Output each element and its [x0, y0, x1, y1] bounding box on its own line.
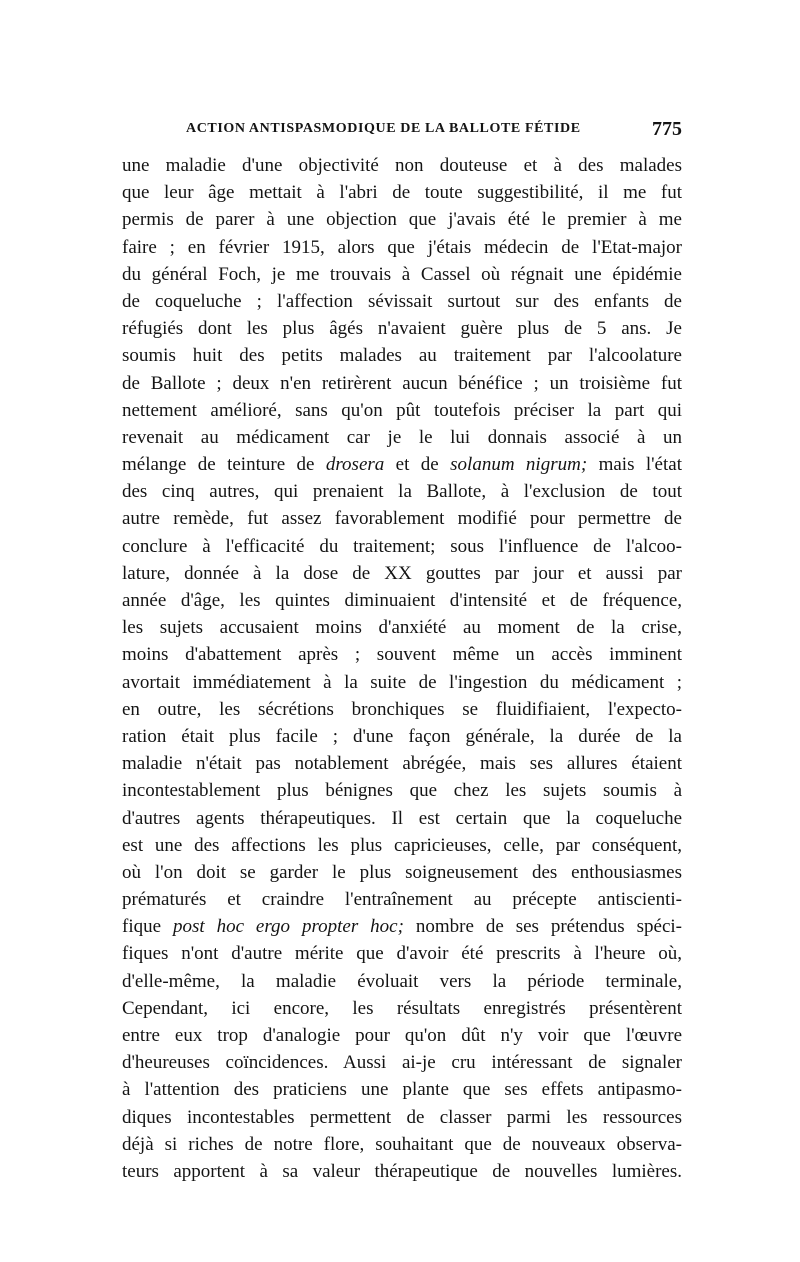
text-line: d'autres agents thérapeutiques. Il est certain que la coqueluche — [122, 807, 682, 829]
text-line: prématurés et craindre l'entraînement au précepte antiscienti- — [122, 889, 682, 911]
text-line: à l'attention des praticiens une plante que ses effets antipasmo- — [122, 1079, 682, 1101]
text-line: d'elle-même, la maladie évoluait vers la période terminale, — [122, 970, 682, 992]
text-line: en outre, les sécrétions bronchiques se fluidifiaient, l'expecto- — [122, 698, 682, 720]
body-text — [122, 152, 682, 1185]
text-line: que leur âge mettait à l'abri de toute suggestibilité, il me fut — [122, 182, 682, 204]
text-line: où l'on doit se garder le plus soigneusement des enthousiasmes — [122, 861, 682, 883]
text-line: incontestablement plus bénignes que chez les sujets soumis à — [122, 780, 682, 802]
text-line: permis de parer à une objection que j'avais été le premier à me — [122, 209, 682, 231]
text-line: faire ; en février 1915, alors que j'étais médecin de l'Etat-major — [122, 236, 682, 258]
text-line: mélange de teinture de drosera et de solanum nigrum; mais l'état — [122, 454, 682, 476]
text-line: entre eux trop d'analogie pour qu'on dût n'y voir que l'œuvre — [122, 1025, 682, 1046]
text-line: Cependant, ici encore, les résultats enregistrés présentèrent — [122, 997, 682, 1019]
text-line: déjà si riches de notre flore, souhaitant que de nouveaux observa- — [122, 1133, 682, 1155]
text-line: ration était plus facile ; d'une façon générale, la durée de la — [122, 725, 682, 747]
text-line: les sujets accusaient moins d'anxiété au moment de la crise, — [122, 617, 682, 639]
running-head — [122, 118, 682, 142]
running-title: ACTION ANTISPASMODIQUE DE LA BALLOTE FÉTIDE — [186, 121, 581, 136]
italic-term: post hoc ergo propter hoc; — [172, 916, 404, 938]
text-line: revenait au médicament car je le lui donnais associé à un — [122, 426, 682, 448]
text-line: réfugiés dont les plus âgés n'avaient guère plus de 5 ans. Je — [122, 318, 682, 340]
text-line: nettement amélioré, sans qu'on pût toutefois préciser la part qui — [122, 399, 682, 421]
text-line: d'heureuses coïncidences. Aussi ai-je cru intéressant de signaler — [122, 1052, 682, 1074]
text-line: une maladie d'une objectivité non douteuse et à des malades — [122, 155, 682, 176]
text-line: de Ballote ; deux n'en retirèrent aucun bénéfice ; un troisième fut — [122, 372, 682, 394]
text-line: de coqueluche ; l'affection sévissait surtout sur des enfants de — [122, 290, 682, 312]
text-line: conclure à l'efficacité du traitement; sous l'influence de l'alcoo- — [122, 535, 682, 557]
italic-term: drosera — [325, 454, 385, 476]
text-line: teurs apportent à sa valeur thérapeutique de nouvelles lumières. — [122, 1160, 682, 1182]
text-line: fiques n'ont d'autre mérite que d'avoir été prescrits à l'heure où, — [122, 943, 682, 965]
text-line: autre remède, fut assez favorablement modifié pour permettre de — [122, 508, 682, 530]
page-number: 775 — [652, 118, 682, 140]
text-line: des cinq autres, qui prenaient la Ballote, à l'exclusion de tout — [122, 481, 682, 503]
text-line: avortait immédiatement à la suite de l'ingestion du médicament ; — [122, 671, 682, 693]
italic-term: solanum nigrum; — [450, 454, 588, 476]
text-line: fique post hoc ergo propter hoc; nombre de ses prétendus spéci- — [122, 916, 682, 938]
text-line: du général Foch, je me trouvais à Cassel où régnait une épidémie — [122, 263, 682, 285]
text-line: maladie n'était pas notablement abrégée, mais ses allures étaient — [122, 753, 682, 775]
text-line: lature, donnée à la dose de XX gouttes par jour et aussi par — [122, 562, 682, 584]
text-line: moins d'abattement après ; souvent même un accès imminent — [122, 644, 682, 666]
text-line: est une des affections les plus capricieuses, celle, par conséquent, — [122, 834, 682, 856]
text-line: soumis huit des petits malades au traitement par l'alcoolature — [122, 345, 682, 367]
text-line: diques incontestables permettent de classer parmi les ressources — [122, 1106, 682, 1128]
text-line: année d'âge, les quintes diminuaient d'intensité et de fréquence, — [122, 590, 682, 611]
